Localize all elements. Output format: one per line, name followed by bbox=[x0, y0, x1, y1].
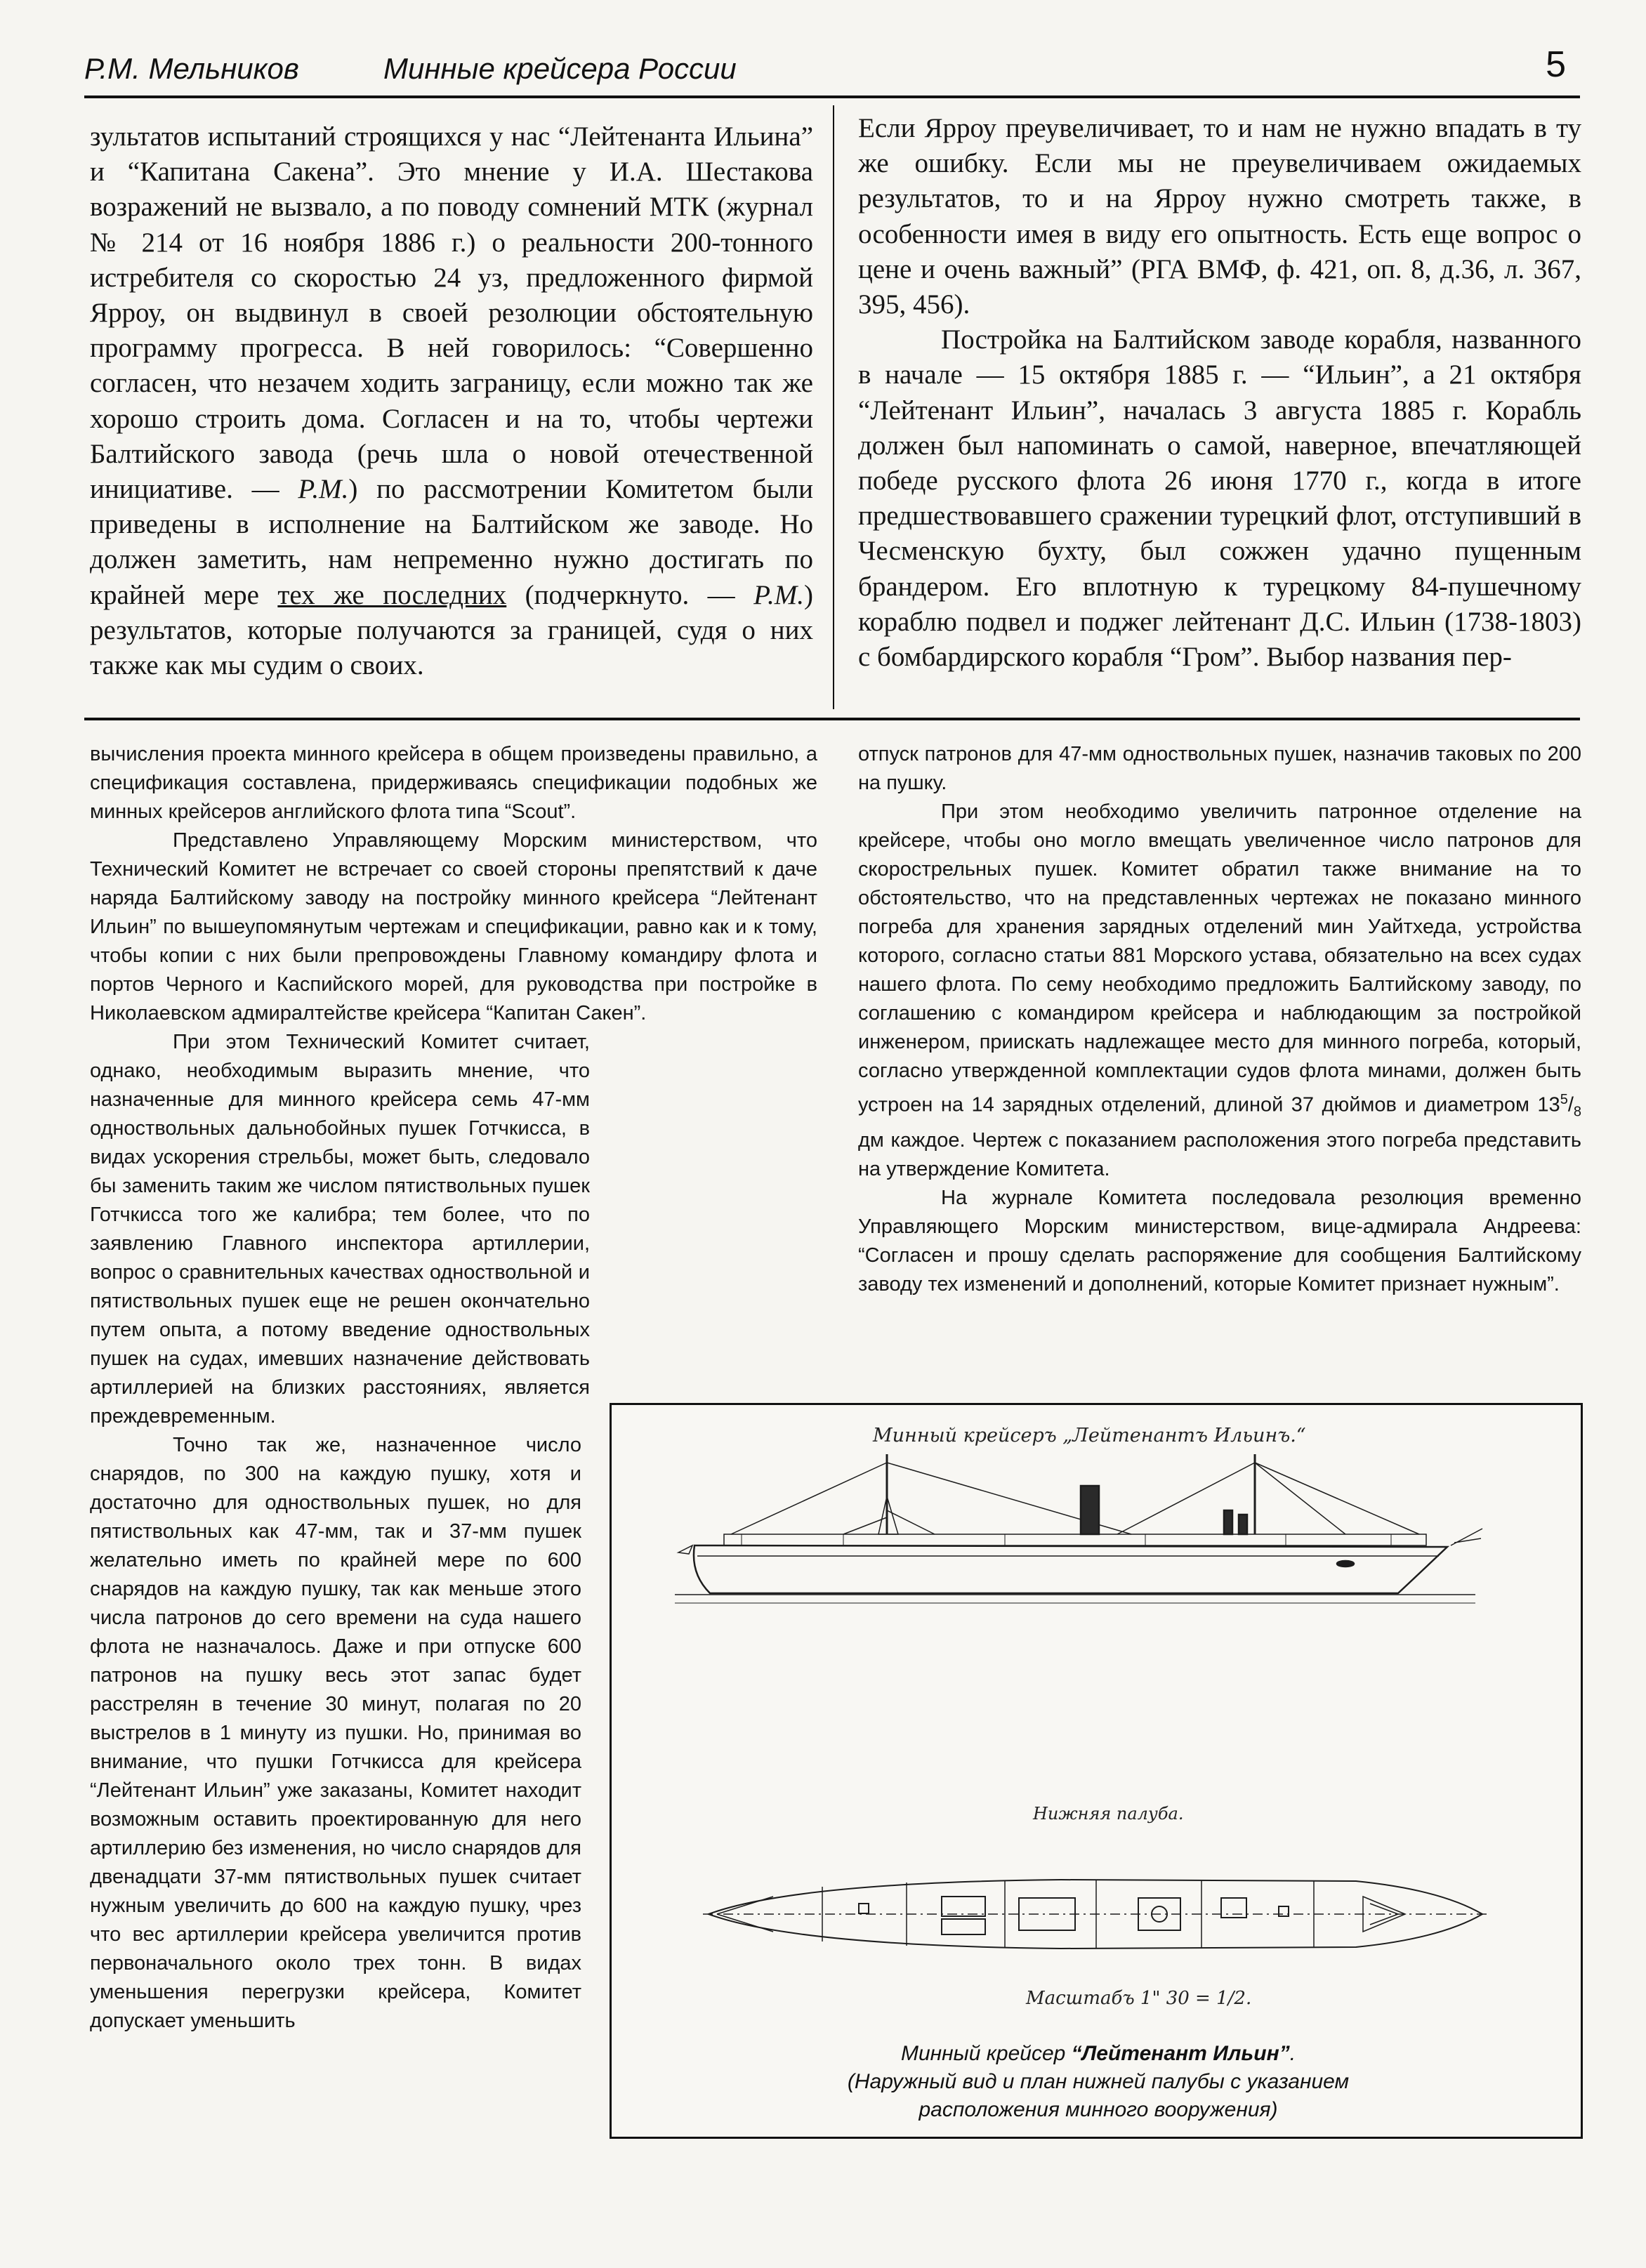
lower-deck-plan bbox=[703, 1880, 1489, 1949]
figure-caption-line-3: расположения минного вооружения) bbox=[919, 2098, 1278, 2121]
top-left-column bbox=[90, 119, 813, 683]
figure-caption-line-1: Минный крейсер “Лейтенант Ильин”. bbox=[900, 2042, 1296, 2065]
bottom-left-lower-column bbox=[90, 1431, 581, 2036]
compartment bbox=[1019, 1898, 1075, 1930]
stern-spray bbox=[1451, 1529, 1482, 1545]
bottom-right-paragraph-2: При этом необходимо увеличить патронное отделение на крейсере, чтобы оно могло вмещать увеличенное число патронов для скорострельных пушек. Комитет обратил также внимание на то обстоятельство, что на представленных чертежах не показано минного погреба для хранения зарядных отделений мин Уайтхеда, устройства которого, согласно статьи 881 Морского устава, обязательно на всех судах нашего флота. По сему необходимо предложить Балтийскому заводу, по соглашению с командиром крейсера и наблюдающим за постройкой инженером, приискать надлежащее место для минного погреба, который, согласно утвержденной комплектации судов флота минами, должен быть устроен на 14 зарядных отделений, длиной 37 дюймов и диаметром $13^5/_8$ дм каждое. Чертеж с показанием расположения этого погреба представить на утверждение Комитета. bbox=[858, 800, 1581, 1181]
bottom-left-paragraph-3: При этом Технический Комитет считает, однако, необходимым выразить мнение, что назначенные для минного крейсера семь 47-мм одноствольных дальнобойных пушек Готчкисса, в видах ускорения стрельбы, может быть, следовало бы заменить таким же числом пятиствольных пушек Готчкисса того же калибра; тем более, что по заявлению Главного инспектора артиллерии, вопрос о сравнительных качествах одноствольной и пятиствольных пушек еще не решен окончательно путем опыта, а потому введение одноствольных пушек на судах, имевших назначение действовать артиллерией на близких расстояниях, является преждевременным. bbox=[90, 1031, 590, 1428]
hull bbox=[694, 1545, 1447, 1593]
bottom-left-paragraph-4: Точно так же, назначенное число снарядов, по 300 на каждую пушку, хотя и достаточно для одноствольных пушек, но для пятиствольных как 47-мм, так и 37-мм пушек желательно иметь по крайней мере по 600 снарядов на каждую пушку, так как меньше этого числа патронов до сего времени на суда нашего флота не назначалось. Даже и при отпуске 600 патронов на пушку весь этот запас будет расстрелян в течение 30 минут, полагая по 20 выстрелов в 1 минуту из пушки. Но, принимая во внимание, что пушки Готчкисса для крейсера “Лейтенант Ильин” уже заказаны, Комитет находит возможным оставить проектированную для него артиллерию без изменения, но число снарядов для двенадцати 37-мм пятиствольных пушек считает нужным увеличить до 600 на каждую пушку, чрез что вес артиллерии крейсера увеличится против первоначального около трех тонн. В видах уменьшения перегрузки крейсера, Комитет допускает уменьшить bbox=[90, 1434, 581, 2032]
header-book-title: Минные крейсера России bbox=[383, 52, 737, 85]
bottom-right-column bbox=[858, 740, 1581, 1299]
compartment bbox=[942, 1919, 985, 1934]
top-right-paragraph-1: Если Ярроу преувеличивает, то и нам не нужно впадать в ту же ошибку. Если мы не преувеличиваем ожидаемых результатов, то и на Ярроу нужно смотреть также, в особенности имея в виду его опытность. Есть еще вопрос о цене и очень важный” (РГА ВМФ, ф. 421, оп. 8, д.36, л. 367, 395, 456). bbox=[858, 113, 1581, 320]
bottom-right-paragraph-1: отпуск патронов для 47-мм одноствольных пушек, назначив таковых по 200 на пушку. bbox=[858, 743, 1581, 794]
bottom-right-paragraph-3: На журнале Комитета последовала резолюция временно Управляющего Морским министерством, вице-адмирала Андреева: “Согласен и прошу сделать распоряжение для сообщения Балтийскому заводу тех изменений и дополнений, которые Комитет признает нужным”. bbox=[858, 1187, 1581, 1296]
bow-spray bbox=[678, 1545, 692, 1554]
ship-side-profile bbox=[675, 1454, 1482, 1603]
column-divider bbox=[833, 105, 834, 709]
section-rule bbox=[84, 718, 1580, 720]
header-rule bbox=[84, 95, 1580, 98]
deck-rail bbox=[724, 1534, 1426, 1545]
ship-drawing bbox=[612, 1405, 1581, 2135]
figure-caption-line-2: (Наружный вид и план нижней палубы с указанием bbox=[847, 2070, 1350, 2093]
top-right-column bbox=[858, 111, 1581, 675]
figure-label-side-view: Минный крейсеръ „Лейтенантъ Ильинъ.“ bbox=[873, 1425, 1306, 1446]
bottom-left-upper-column bbox=[90, 740, 817, 1431]
header-author: Р.М. Мельников bbox=[84, 52, 299, 85]
compartment bbox=[942, 1897, 985, 1916]
figure-label-lower-deck: Нижняя палуба. bbox=[1033, 1804, 1184, 1824]
bottom-left-paragraph-1: вычисления проекта минного крейсера в общем произведены правильно, а спецификация составлена, придерживаясь спецификации подобных же минных крейсеров английского флота типа “Scout”. bbox=[90, 743, 817, 823]
page-number: 5 bbox=[1546, 44, 1566, 85]
top-right-paragraph-2: Постройка на Балтийском заводе корабля, названного в начале — 15 октября 1885 г. — “Ильин”, а 21 октября “Лейтенант Ильин”, началась 3 августа 1885 г. Корабль должен был напоминать о самой, наверное, впечатляющей победе русского флота 26 июня 1770 г., когда в итоге предшествовавшего сражении турецкий флот, отступивший в Чесменскую бухту, был сожжен удачно пущенным брандером. Его вплотную к турецкому 84-пушечному кораблю подвел и поджег лейтенант Д.С. Ильин (1738-1803) с бомбардирского корабля “Гром”. Выбор названия пер- bbox=[858, 324, 1581, 673]
running-header bbox=[84, 44, 1580, 100]
fore-sail bbox=[878, 1496, 898, 1534]
porthole bbox=[1337, 1561, 1354, 1567]
figure-label-scale: Масштабъ 1" 30 = 1/2. bbox=[1026, 1988, 1252, 2009]
bow-torpedo-line bbox=[717, 1897, 773, 1914]
compartment bbox=[1221, 1898, 1246, 1918]
ventilator bbox=[1224, 1510, 1232, 1534]
ventilator bbox=[1239, 1515, 1247, 1534]
ship-drawing-figure bbox=[610, 1403, 1583, 2139]
fore-stay bbox=[731, 1463, 887, 1534]
funnel bbox=[1081, 1486, 1099, 1534]
bottom-left-paragraph-2: Представлено Управляющему Морским министерством, что Технический Комитет не встречает со своей стороны препятствий к даче наряда Балтийскому заводу на постройку минного крейсера “Лейтенант Ильин” по вышеупомянутым чертежам и спецификации, равно как и к тому, чтобы копии с них были препровождены Главному командиру флота и портов Черного и Каспийского морей, для руководства при постройке в Николаевском адмиралтействе крейсера “Капитан Сакен”. bbox=[90, 829, 817, 1024]
top-left-paragraph: зультатов испытаний строящихся у нас “Лейтенанта Ильина” и “Капитана Сакена”. Это мнение у И.А. Шестакова возражений не вызвало, а по поводу сомнений МТК (журнал № 214 от 16 ноября 1886 г.) о реальности 200-тонного истребителя со скоростью 24 уз, предложенного фирмой Ярроу, он выдвинул в своей резолюции обстоятельную программу прогресса. В ней говорилось: “Совершенно согласен, что незачем ходить заграницу, если можно так же хорошо строить дома. Согласен и на то, чтобы чертежи Балтийского завода (речь шла о новой отечественной инициативе. — Р.М.) по рассмотрении Комитетом были приведены в исполнение на Балтийском же заводе. Но должен заметить, нам непременно нужно достигать по крайней мере тех же последних (подчеркнуто. — Р.М.) результатов, которые получаются за границей, судя о них также как мы судим о своих. bbox=[90, 121, 814, 681]
